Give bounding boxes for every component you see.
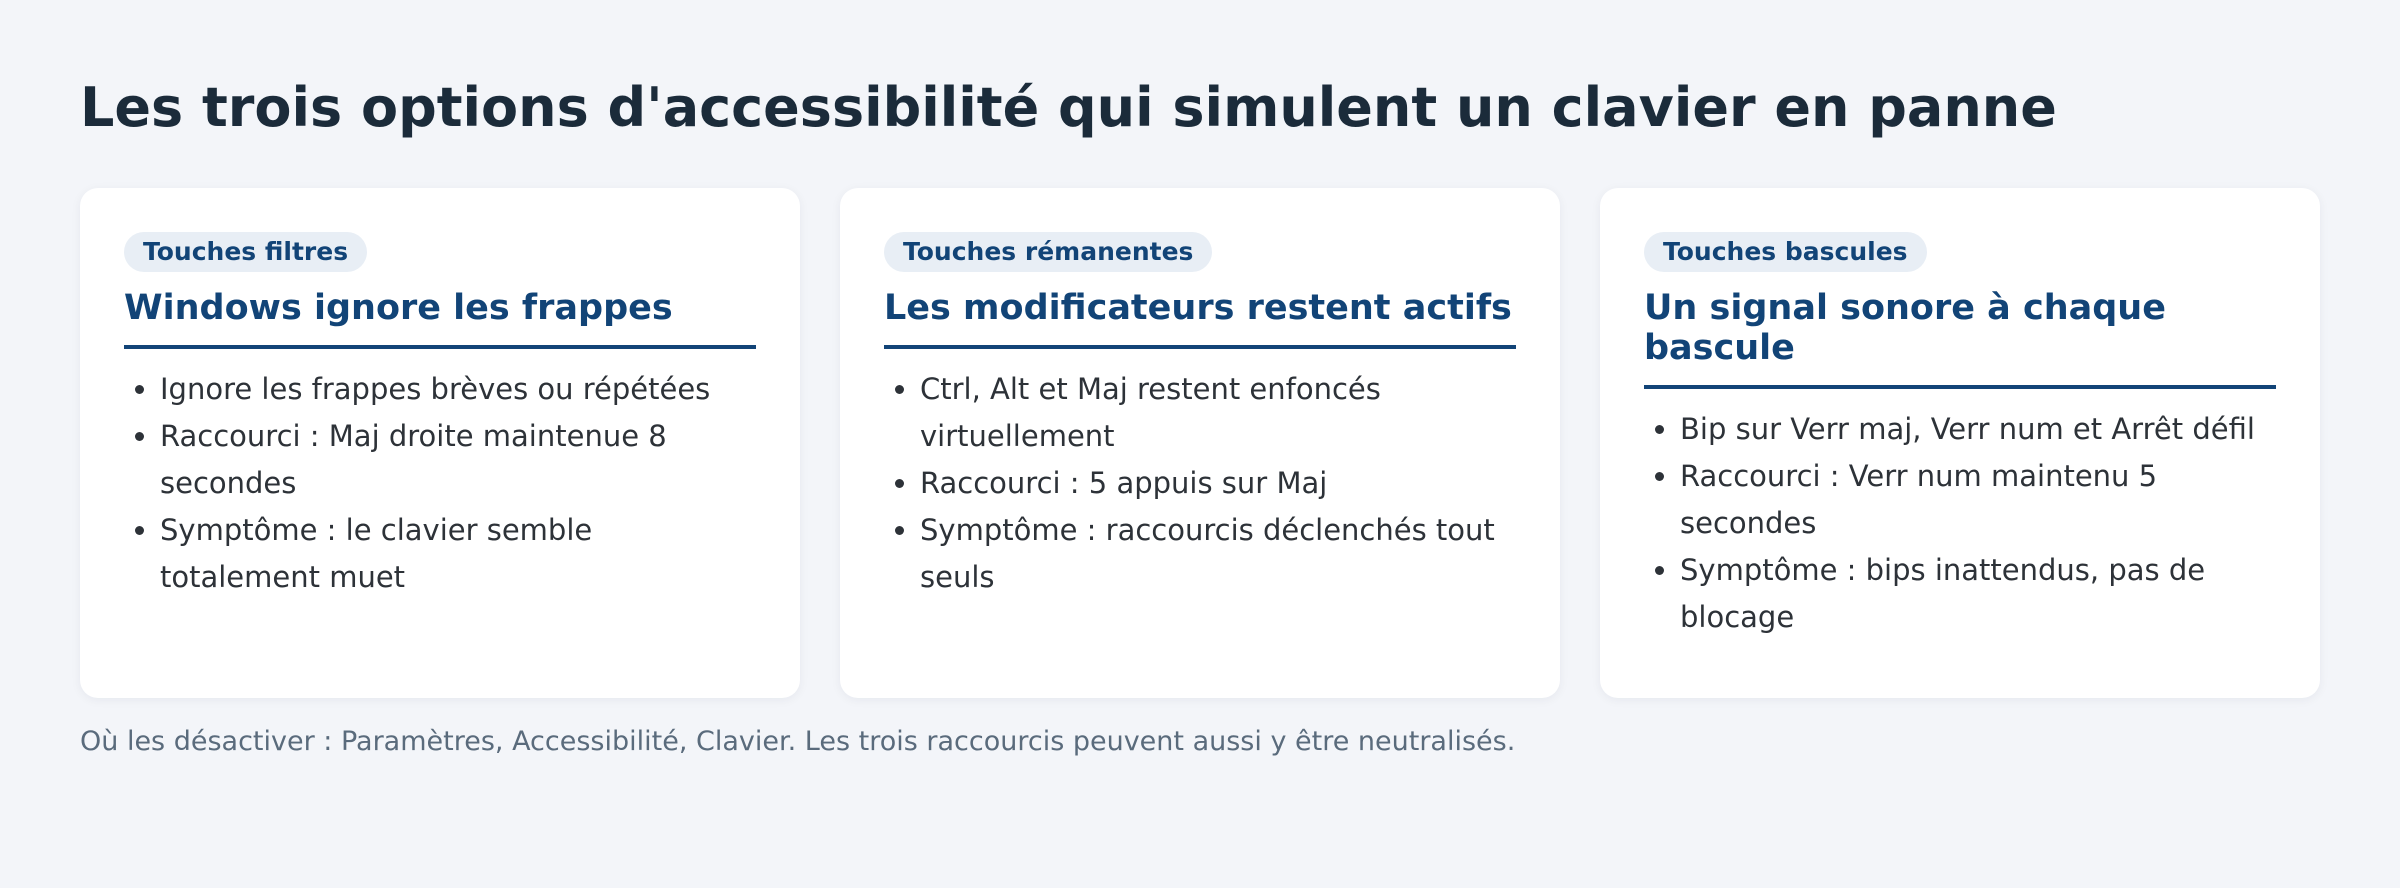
list-item: • Ignore les frappes brèves ou répétées (160, 366, 756, 413)
list-item: • Raccourci : 5 appuis sur Maj (920, 460, 1516, 507)
list-item: • Raccourci : Maj droite maintenue 8 secondes (160, 413, 756, 507)
list-item: • Bip sur Verr maj, Verr num et Arrêt défil (1680, 406, 2276, 453)
card-bullet-list (884, 366, 1516, 601)
card-heading: Windows ignore les frappes (124, 288, 756, 349)
list-item: • Symptôme : bips inattendus, pas de blocage (1680, 547, 2276, 641)
list-item: • Ctrl, Alt et Maj restent enfoncés virtuellement (920, 366, 1516, 460)
list-item: • Symptôme : le clavier semble totalement muet (160, 507, 756, 601)
cards-row (80, 188, 2320, 698)
page-title: Les trois options d'accessibilité qui simulent un clavier en panne (80, 76, 2057, 139)
card-tag: Touches rémanentes (884, 232, 1212, 272)
card-tag: Touches bascules (1644, 232, 1927, 272)
card-heading: Les modificateurs restent actifs (884, 288, 1516, 349)
footer-note: Où les désactiver : Paramètres, Accessibilité, Clavier. Les trois raccourcis peuvent aussi y être neutralisés. (80, 726, 1516, 757)
list-item: • Raccourci : Verr num maintenu 5 secondes (1680, 453, 2276, 547)
list-item: • Symptôme : raccourcis déclenchés tout seuls (920, 507, 1516, 601)
card-bullet-list (1644, 406, 2276, 641)
card-bullet-list (124, 366, 756, 601)
card-touches-remanentes (840, 188, 1560, 698)
card-tag: Touches filtres (124, 232, 367, 272)
card-touches-bascules (1600, 188, 2320, 698)
card-heading: Un signal sonore à chaque bascule (1644, 288, 2276, 389)
card-touches-filtres (80, 188, 800, 698)
